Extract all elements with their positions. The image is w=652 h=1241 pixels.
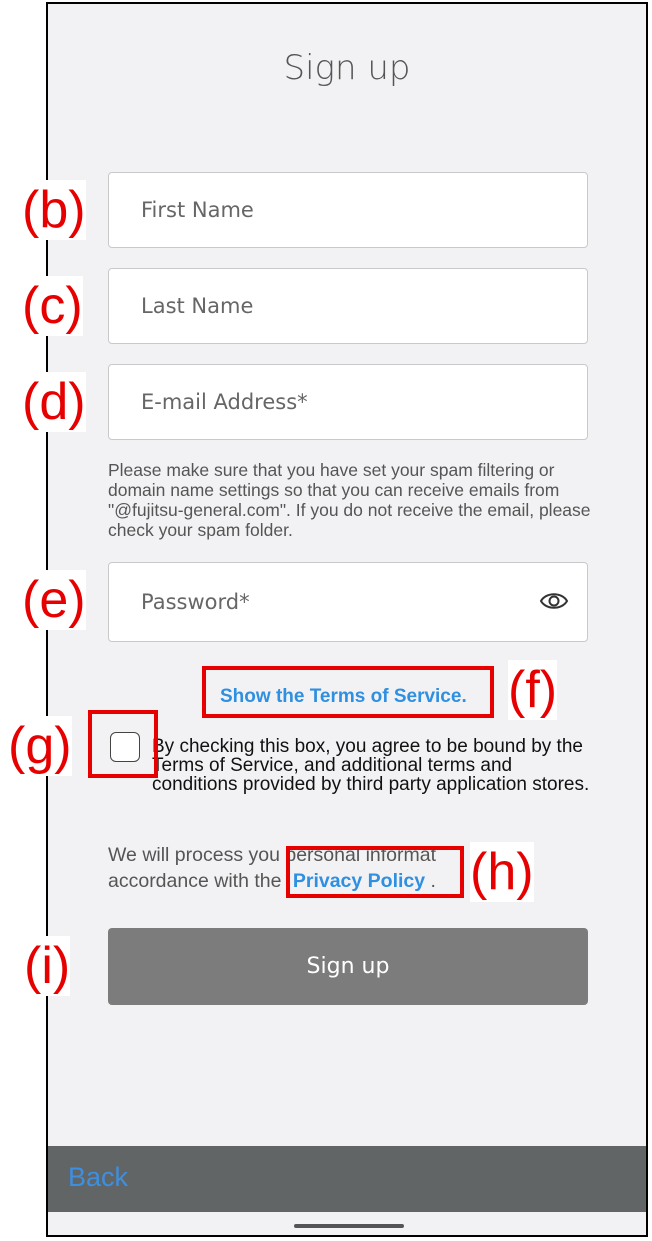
annotation-b: (b) (22, 181, 86, 239)
agree-text: By checking this box, you agree to be bound by the Terms of Service, and additional terms and conditions provided by third party application stores. (152, 736, 590, 795)
annotation-h: (h) (470, 843, 534, 901)
last-name-input[interactable] (109, 269, 587, 343)
eye-icon[interactable] (539, 589, 569, 613)
annotation-box-h (286, 846, 464, 898)
bottom-bar (48, 1146, 646, 1212)
terms-of-service-link[interactable]: Show the Terms of Service. (220, 686, 467, 707)
phone-screen (46, 2, 648, 1237)
annotation-d: (d) (22, 373, 86, 431)
home-indicator (294, 1224, 404, 1228)
page-title: Sign up (283, 48, 411, 88)
password-input[interactable] (109, 563, 587, 641)
annotation-box-g (88, 710, 158, 778)
privacy-line-1: We will process you personal informat (108, 844, 437, 866)
back-button[interactable]: Back (68, 1162, 129, 1192)
email-note: Please make sure that you have set your spam filtering or domain name settings so that you can receive emails from "@fujitsu-general.com". If you do not receive the email, please check your spam folder. (108, 460, 591, 540)
annotation-c: (c) (22, 277, 83, 335)
annotation-g: (g) (8, 717, 72, 775)
email-input[interactable] (109, 365, 587, 439)
annotation-e: (e) (22, 571, 86, 629)
password-field[interactable] (108, 562, 588, 642)
privacy-policy-link[interactable]: Privacy Policy (292, 870, 426, 892)
annotation-i: (i) (24, 937, 71, 995)
last-name-field[interactable] (108, 268, 588, 344)
first-name-input[interactable] (109, 173, 587, 247)
sign-up-button[interactable]: Sign up (108, 928, 588, 1005)
annotation-f: (f) (508, 661, 558, 719)
email-field[interactable] (108, 364, 588, 440)
privacy-line-2-text: accordance with the (108, 870, 282, 892)
annotation-box-f (202, 666, 494, 718)
first-name-field[interactable] (108, 172, 588, 248)
privacy-suffix: . (430, 870, 436, 892)
